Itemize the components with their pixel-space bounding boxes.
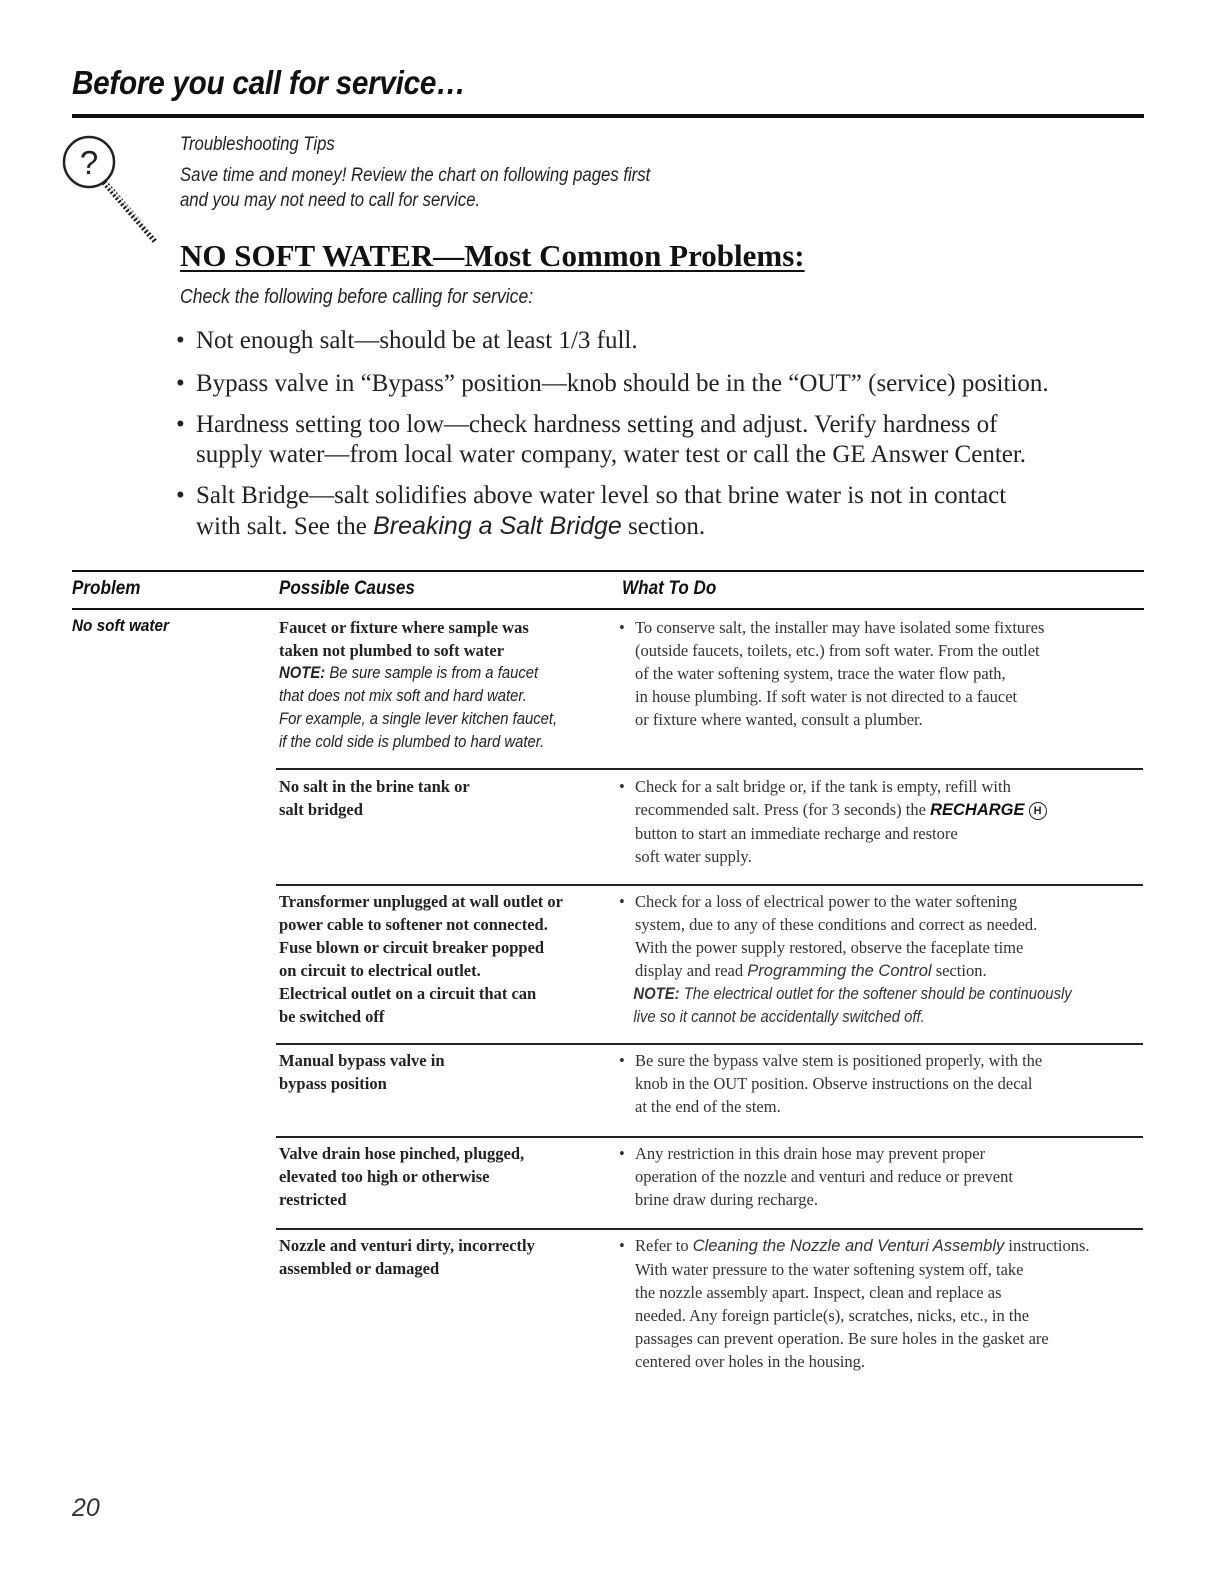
section-heading: NO SOFT WATER—Most Common Problems:	[180, 238, 805, 273]
column-header-causes: Possible Causes	[279, 578, 415, 599]
check-note: Check the following before calling for service:	[180, 286, 534, 308]
programming-control-ref: Programming the Control	[747, 962, 932, 980]
breaking-salt-bridge-ref: Breaking a Salt Bridge	[373, 512, 622, 540]
todo-cell: • Check for a salt bridge or, if the tank is empty, refill with recommended salt. Press (for 3 seconds) the RECHARGE H button to start an immediate recharge and restore soft water supply.	[619, 775, 1145, 868]
title-rule	[72, 114, 1144, 118]
row-rule	[276, 1228, 1143, 1230]
recharge-label: RECHARGE	[930, 801, 1025, 819]
cause-cell: Transformer unplugged at wall outlet or power cable to softener not connected. Fuse blown or circuit breaker popped on circuit to electrical outlet. Electrical outlet on a circuit that can be switched off	[279, 892, 564, 1026]
todo-cell: • To conserve salt, the installer may have isolated some fixtures (outside faucets, toilets, etc.) from soft water. From the outlet of the water softening system, trace the water flow path, in house plumbing. If soft water is not directed to a faucet or fixture where wanted, consult a plumber.	[619, 618, 1045, 729]
cause-cell: Nozzle and venturi dirty, incorrectly assembled or damaged	[279, 1236, 535, 1278]
page-number: 20	[72, 1494, 100, 1522]
cause-cell: Manual bypass valve in bypass position	[279, 1051, 445, 1093]
tips-heading: Troubleshooting Tips	[180, 134, 335, 155]
svg-text:?: ?	[79, 144, 99, 181]
row-rule	[276, 1043, 1143, 1045]
table-top-rule	[72, 570, 1144, 572]
todo-cell: • Be sure the bypass valve stem is positioned properly, with the knob in the OUT position. Observe instructions on the decal at the end of the stem.	[619, 1051, 1043, 1116]
column-header-problem: Problem	[72, 578, 141, 599]
todo-cell: • Refer to Cleaning the Nozzle and Venturi Assembly instructions. With water pressure to the water softening system off, take the nozzle assembly apart. Inspect, clean and replace as needed. Any foreign particle(s), scratches, nicks, etc., in the passages can prevent operation. Be sure holes in the gasket are centered over holes in the housing.	[619, 1236, 1090, 1371]
table-head-rule	[72, 608, 1144, 610]
problem-label: No soft water	[72, 616, 169, 635]
row-rule	[276, 884, 1143, 886]
bullet-item: • Not enough salt—should be at least 1/3 full.	[176, 327, 638, 354]
tips-line-1: Save time and money! Review the chart on following pages first	[180, 165, 651, 186]
row-rule	[276, 768, 1143, 770]
cause-cell: No salt in the brine tank or salt bridged	[279, 777, 470, 819]
bullet-item: • Hardness setting too low—check hardness setting and adjust. Verify hardness of supply water—from local water company, water test or call the GE Answer Center.	[176, 411, 1027, 468]
cause-cell: Faucet or fixture where sample was taken not plumbed to soft water NOTE: Be sure sample is from a faucet that does not mix soft and hard water. For example, a single lever kitchen faucet, if the cold side is plumbed to hard water.	[279, 618, 558, 751]
row-rule	[276, 1136, 1143, 1138]
todo-cell: • Check for a loss of electrical power to the water softening system, due to any of these conditions and correct as needed. With the power supply restored, observe the faceplate time display and read Programming the Control section. NOTE: The electrical outlet for the softener should be continuously live so it cannot be accidentally switched off.	[619, 892, 1072, 1026]
cause-cell: Valve drain hose pinched, plugged, elevated too high or otherwise restricted	[279, 1144, 525, 1209]
question-wand-icon	[60, 132, 170, 247]
cleaning-nozzle-ref: Cleaning the Nozzle and Venturi Assembly	[692, 1237, 1005, 1255]
column-header-todo: What To Do	[622, 578, 717, 599]
bullet-item: • Bypass valve in “Bypass” position—knob should be in the “OUT” (service) position.	[176, 370, 1049, 397]
tips-line-2: and you may not need to call for service.	[180, 190, 481, 211]
bullet-item: • Salt Bridge—salt solidifies above water level so that brine water is not in contact with salt. See the Breaking a Salt Bridge section.	[176, 482, 1007, 540]
page-title: Before you call for service…	[72, 64, 466, 101]
recharge-h-icon: H	[1029, 802, 1047, 820]
todo-cell: • Any restriction in this drain hose may prevent proper operation of the nozzle and venturi and reduce or prevent brine draw during recharge.	[619, 1144, 1013, 1209]
